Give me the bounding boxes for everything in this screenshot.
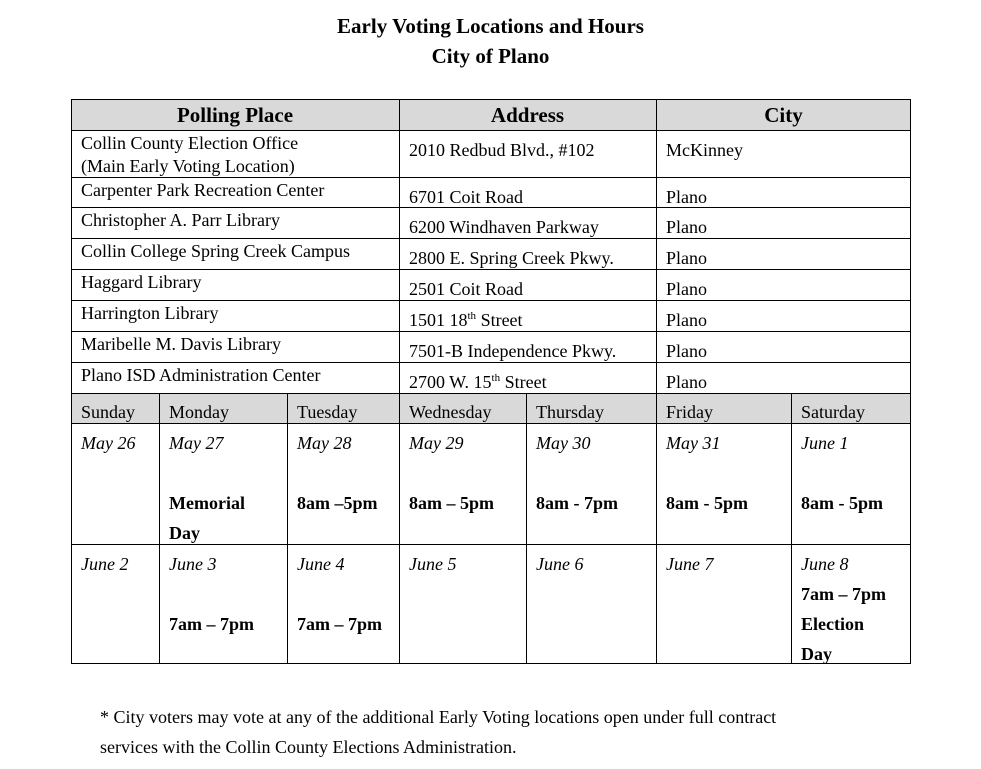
location-name: Harrington Library: [81, 303, 219, 323]
location-name: Collin County Election Office: [81, 133, 299, 153]
calendar-date: May 27: [169, 433, 224, 453]
location-address: 2700 W. 15th Street: [409, 372, 547, 392]
location-name: Haggard Library: [81, 272, 202, 292]
location-city: Plano: [666, 372, 708, 392]
calendar-date: May 30: [536, 433, 591, 453]
location-address: 6701 Coit Road: [409, 187, 524, 207]
location-city: Plano: [666, 248, 708, 268]
calendar-date: May 31: [666, 433, 721, 453]
calendar-hours: 7am – 7pm: [801, 584, 886, 604]
calendar-date: June 1: [801, 433, 849, 453]
calendar-hours: Memorial: [169, 493, 245, 513]
calendar-hours: 8am - 5pm: [666, 493, 748, 513]
location-city: Plano: [666, 217, 708, 237]
location-city: Plano: [666, 341, 708, 361]
calendar-date: June 3: [169, 554, 217, 574]
location-address: 2501 Coit Road: [409, 279, 524, 299]
location-city: Plano: [666, 310, 708, 330]
location-address: 2800 E. Spring Creek Pkwy.: [409, 248, 614, 268]
calendar-hours: 8am - 5pm: [801, 493, 883, 513]
location-city: Plano: [666, 187, 708, 207]
header-city: City: [764, 103, 803, 127]
weekday-tuesday: Tuesday: [297, 402, 358, 422]
location-name: Maribelle M. Davis Library: [81, 334, 281, 354]
weekday-friday: Friday: [666, 402, 713, 422]
calendar-hours: 8am – 5pm: [409, 493, 494, 513]
calendar-date: June 7: [666, 554, 714, 574]
calendar-date: June 4: [297, 554, 345, 574]
location-name: Collin College Spring Creek Campus: [81, 241, 350, 261]
weekday-sunday: Sunday: [81, 402, 135, 422]
weekday-wednesday: Wednesday: [409, 402, 492, 422]
calendar-hours: 7am – 7pm: [169, 614, 254, 634]
weekday-monday: Monday: [169, 402, 229, 422]
calendar-hours: 7am – 7pm: [297, 614, 382, 634]
early-voting-table: [71, 99, 911, 664]
calendar-hours: Election: [801, 614, 864, 634]
footnote: [100, 702, 900, 762]
location-city: Plano: [666, 279, 708, 299]
weekday-thursday: Thursday: [536, 402, 604, 422]
document-subtitle: City of Plano: [431, 44, 550, 68]
location-address: 2010 Redbud Blvd., #102: [409, 140, 595, 160]
calendar-date: May 29: [409, 433, 464, 453]
document-title: Early Voting Locations and Hours: [337, 14, 644, 38]
location-name: Christopher A. Parr Library: [81, 210, 280, 230]
location-name-note: (Main Early Voting Location): [81, 156, 295, 176]
location-name: Carpenter Park Recreation Center: [81, 180, 325, 200]
calendar-date: June 8: [801, 554, 849, 574]
location-address: 7501-B Independence Pkwy.: [409, 341, 617, 361]
location-address: 6200 Windhaven Parkway: [409, 217, 599, 237]
header-address: Address: [490, 103, 565, 127]
calendar-hours: 8am - 7pm: [536, 493, 618, 513]
location-name: Plano ISD Administration Center: [81, 365, 321, 385]
location-city: McKinney: [666, 140, 743, 160]
calendar-hours: Day: [801, 644, 832, 664]
calendar-hours: 8am –5pm: [297, 493, 378, 513]
footnote-line: services with the Collin County Elections Administration.: [100, 737, 517, 757]
calendar-date: May 26: [81, 433, 136, 453]
calendar-hours: Day: [169, 523, 200, 543]
header-polling-place: Polling Place: [176, 103, 294, 127]
calendar-date: May 28: [297, 433, 352, 453]
calendar-date: June 5: [409, 554, 457, 574]
weekday-saturday: Saturday: [801, 402, 865, 422]
location-address: 1501 18th Street: [409, 310, 523, 330]
calendar-date: June 2: [81, 554, 129, 574]
footnote-line: * City voters may vote at any of the additional Early Voting locations open under full contract: [100, 707, 777, 727]
calendar-date: June 6: [536, 554, 584, 574]
